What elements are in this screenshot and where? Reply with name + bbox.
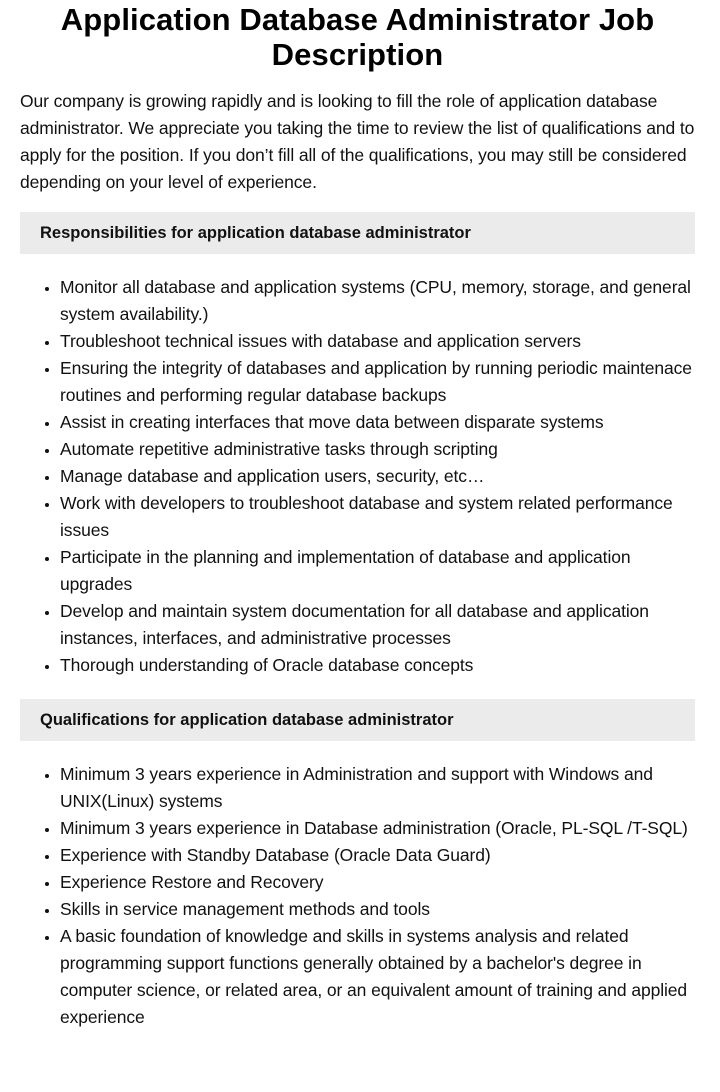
list-item: • Automate repetitive administrative tasks through scripting <box>60 436 695 463</box>
list-item: • Minimum 3 years experience in Database administration (Oracle, PL-SQL /T-SQL) <box>60 815 695 842</box>
list-item: • Monitor all database and application systems (CPU, memory, storage, and general system availability.) <box>60 274 695 328</box>
list-item: • Develop and maintain system documentation for all database and application instances, interfaces, and administrative processes <box>60 598 695 652</box>
list-item: • Thorough understanding of Oracle database concepts <box>60 652 695 679</box>
list-item: • Experience Restore and Recovery <box>60 869 695 896</box>
list-item: • Assist in creating interfaces that move data between disparate systems <box>60 409 695 436</box>
qualifications-list <box>20 761 695 1031</box>
list-item: • Ensuring the integrity of databases and application by running periodic maintenace routines and performing regular database backups <box>60 355 695 409</box>
responsibilities-heading: Responsibilities for application database administrator <box>20 212 695 254</box>
list-item: • Experience with Standby Database (Oracle Data Guard) <box>60 842 695 869</box>
page-title: Application Database Administrator Job Description <box>60 2 655 72</box>
list-item: • A basic foundation of knowledge and skills in systems analysis and related programming support functions generally obtained by a bachelor's degree in computer science, or related area, or an equivalent amount of training and applied experience <box>60 923 695 1031</box>
intro-paragraph: Our company is growing rapidly and is looking to fill the role of application database administrator. We appreciate you taking the time to review the list of qualifications and to apply for the position. If you don’t fill all of the qualifications, you may still be considered depending on your level of experience. <box>20 91 695 192</box>
list-item: • Minimum 3 years experience in Administration and support with Windows and UNIX(Linux) systems <box>60 761 695 815</box>
qualifications-heading: Qualifications for application database administrator <box>20 699 695 741</box>
qualifications-section <box>20 699 695 1031</box>
list-item: • Troubleshoot technical issues with database and application servers <box>60 328 695 355</box>
list-item: • Manage database and application users, security, etc… <box>60 463 695 490</box>
responsibilities-section <box>20 212 695 679</box>
list-item: • Participate in the planning and implementation of database and application upgrades <box>60 544 695 598</box>
list-item: • Work with developers to troubleshoot database and system related performance issues <box>60 490 695 544</box>
list-item: • Skills in service management methods and tools <box>60 896 695 923</box>
responsibilities-list <box>20 274 695 679</box>
